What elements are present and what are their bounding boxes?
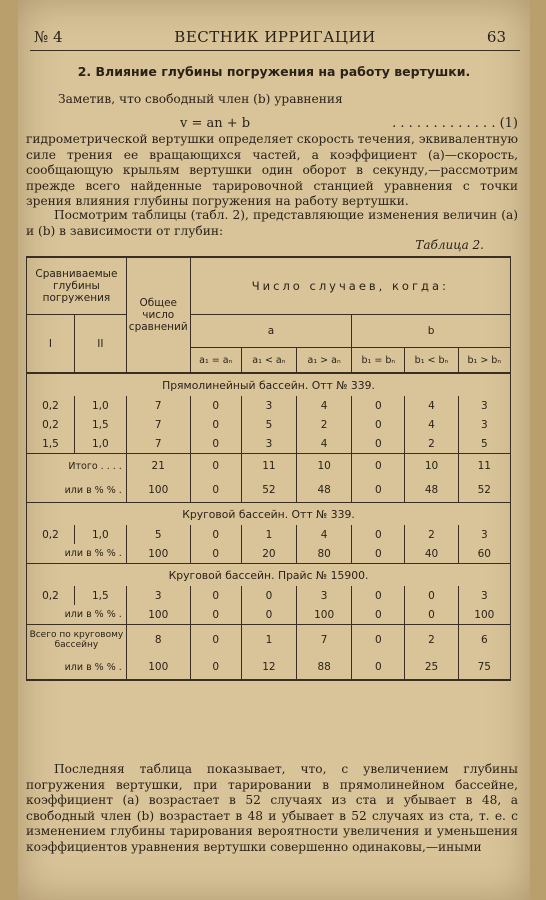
page-number: 63 bbox=[486, 28, 506, 46]
header-compared-depths: Сравниваемые глубины погружения bbox=[27, 257, 127, 315]
equation-formula: v = an + b bbox=[180, 116, 251, 131]
equation-number: . . . . . . . . . . . . . (1) bbox=[392, 116, 518, 131]
header-b-less: b₁ < bₙ bbox=[405, 348, 458, 374]
issue-number: № 4 bbox=[34, 28, 63, 46]
header-col-II: II bbox=[74, 315, 126, 374]
data-table bbox=[26, 256, 511, 681]
running-header bbox=[30, 28, 520, 51]
header-a-greater: a₁ > aₙ bbox=[297, 348, 352, 374]
table-row-percent: или в % % . 100 0 0 100 0 0 100 bbox=[27, 605, 511, 625]
table-row: 0,2 1,0 5 0 1 4 0 2 3 bbox=[27, 525, 511, 544]
header-a-equal: a₁ = aₙ bbox=[190, 348, 241, 374]
paragraph-2: Посмотрим таблицы (табл. 2), представляющие изменения величин (a) и (b) в зависимости от глубин: bbox=[26, 208, 518, 238]
header-b-equal: b₁ = bₙ bbox=[352, 348, 405, 374]
table-caption: Таблица 2. bbox=[415, 238, 484, 252]
section-circular-price: Круговой бассейн. Прайс № 15900. bbox=[27, 564, 511, 587]
paragraph-1: гидрометрической вертушки определяет скорость течения, эквивалентную силе трения ее вращающихся частей, а коэффициент (а)—скорость, сообщающую крыльям вертушки один оборот в секунду,—рассмотрим прежде всего найденные тарировочной станцией уравнения с точки зрения влияния глубины погружения на работу вертушки. bbox=[26, 132, 518, 209]
section-title: 2. Влияние глубины погружения на работу вертушки. bbox=[77, 64, 471, 79]
journal-title: ВЕСТНИК ИРРИГАЦИИ bbox=[174, 28, 376, 46]
section-circular-ott: Круговой бассейн. Отт № 339. bbox=[27, 503, 511, 526]
table-row-percent: или в % % . 100 0 12 88 0 25 75 bbox=[27, 655, 511, 680]
table-row-percent: или в % % . 100 0 52 48 0 48 52 bbox=[27, 478, 511, 503]
header-b-greater: b₁ > bₙ bbox=[458, 348, 510, 374]
intro-text: Заметив, что свободный член (b) уравнения bbox=[58, 92, 343, 106]
header-cases: Число случаев, когда: bbox=[190, 257, 510, 315]
table-row-total: Итого . . . . 21 0 11 10 0 10 11 bbox=[27, 454, 511, 479]
table-row: 0,2 1,5 7 0 5 2 0 4 3 bbox=[27, 415, 511, 434]
table-row: 1,5 1,0 7 0 3 4 0 2 5 bbox=[27, 434, 511, 454]
header-a: a bbox=[190, 315, 352, 348]
table-row-percent: или в % % . 100 0 20 80 0 40 60 bbox=[27, 544, 511, 564]
header-b: b bbox=[352, 315, 511, 348]
table-row-total: Всего по круговому бассейну 8 0 1 7 0 2 6 bbox=[27, 625, 511, 656]
page bbox=[18, 0, 530, 900]
section-straight-ott: Прямолинейный бассейн. Отт № 339. bbox=[27, 373, 511, 396]
header-total: Общее число сравнений bbox=[126, 257, 190, 373]
table-row: 0,2 1,0 7 0 3 4 0 4 3 bbox=[27, 396, 511, 415]
header-col-I: I bbox=[27, 315, 75, 374]
header-a-less: a₁ < aₙ bbox=[241, 348, 296, 374]
table-row: 0,2 1,5 3 0 0 3 0 0 3 bbox=[27, 586, 511, 605]
footer-paragraph: Последняя таблица показывает, что, с увеличением глубины погружения вертушки, при тарировании в прямолинейном бассейне, коэффициент (a) возрастает в 52 случаях из ста и убывает в 48, а свободный член (b) возрастает в 48 и убывает в 52 случаях из ста, т. е. с изменением глубины тарирования вероятности увеличения и уменьшения коэффициентов уравнения вертушки совершенно одинаковы,—иными bbox=[26, 762, 518, 854]
